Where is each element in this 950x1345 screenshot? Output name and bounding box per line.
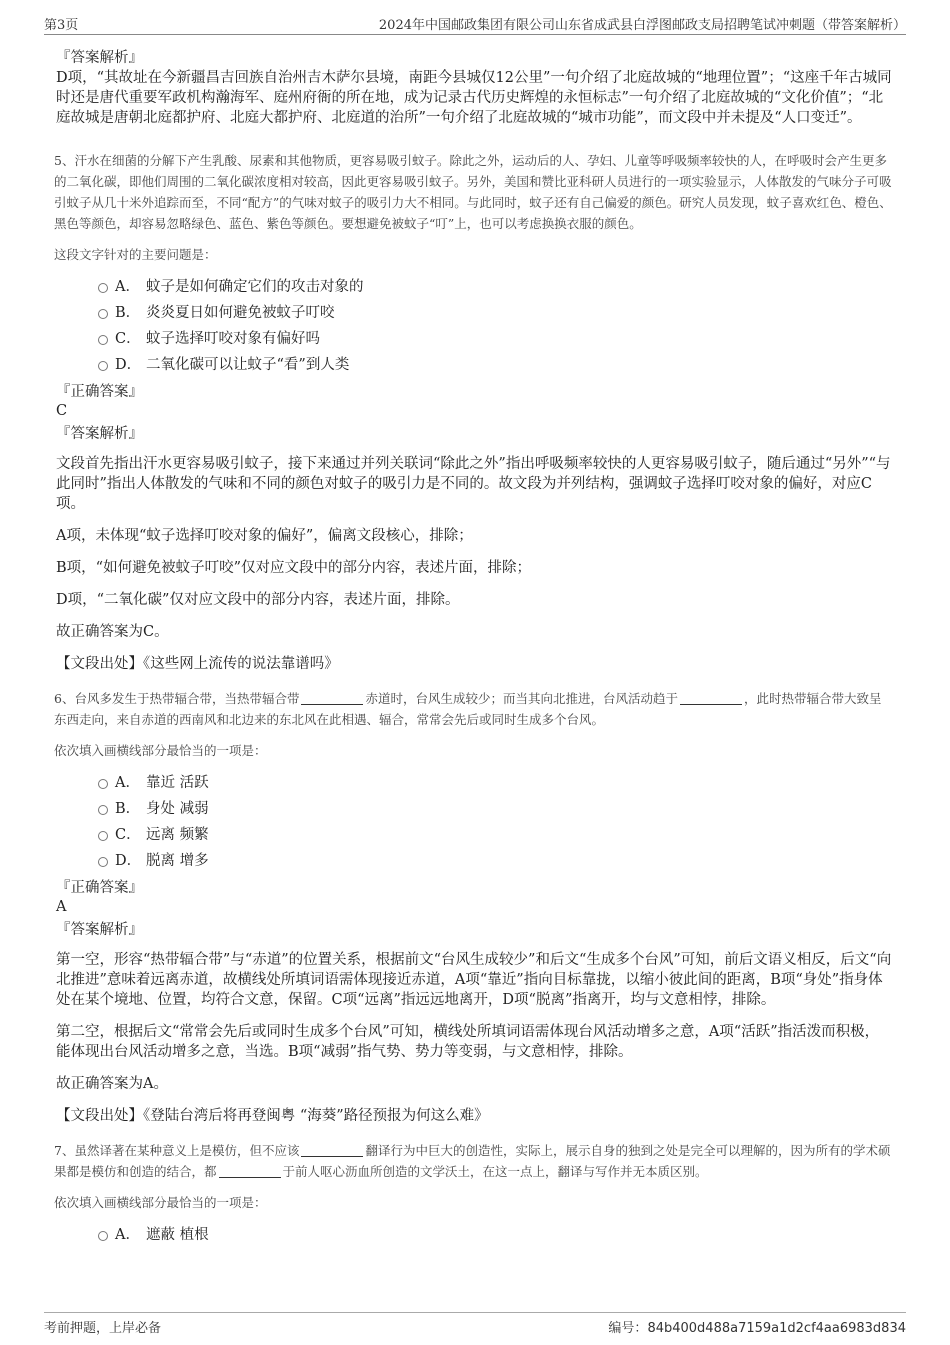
prev-analysis-text: D项，“其故址在今新疆昌吉回族自治州吉木萨尔县境，南距今县城仅12公里”一句介绍了北庭故城的“地理位置”；“这座千年古城同时还是唐代重要军政机构瀚海军、庭州府衙的所在地，成为记录古代历史辉煌的永恒标志”一句介绍了北庭故城的“文化价值”；“北庭故城是唐朝北庭都护府、北庭大都护府、北庭道的治所”一句介绍了北庭故城的“城市功能”，而文段中并未提及“人口变迁”。 [56,70,892,126]
q5-prompt: 这段文字针对的主要问题是： [54,247,217,262]
q6-analysis-1: 第一空，形容“热带辐合带”与“赤道”的位置关系，根据前文“台风生成较少”和后文“生成多个台风”可知，前后文语义相反，后文“向北推进”意味着远离赤道，故横线处所填词语需体现接近赤道，A项“靠近”指向目标靠拢，以缩小彼此间的距离，B项“身处”指身体处在某个境地、位置，均符合文意，保留。C项“远离”指远远地离开，D项“脱离”指离开，均与文意相悖，排除。 [56,952,892,1008]
radio-icon[interactable] [98,857,108,867]
q5-analysis-1: 文段首先指出汗水更容易吸引蚊子，接下来通过并列关联词“除此之外”指出呼吸频率较快的人更容易吸引蚊子，随后通过“另外”“与此同时”指出人体散发的气味和不同的颜色对蚊子的吸引力是不同的。故文段为并列结构，强调蚊子选择叮咬对象的偏好，对应C项。 [56,456,891,512]
q5-option-b[interactable]: B． 炎炎夏日如何避免被蚊子叮咬 [56,300,892,326]
correct-answer-label: 『正确答案』 [56,880,143,896]
q5-analysis-2: A项，未体现“蚊子选择叮咬对象的偏好”，偏离文段核心，排除； [56,528,473,544]
q7-text: 7、虽然译著在某种意义上是模仿，但不应该 翻译行为中巨大的创造性，实际上，展示自身的独到之处是完全可以理解的，因为所有的学术硕果都是模仿和创造的结合，都 于前人呕心沥血所创造的文学沃土，在这一点上，翻译与写作并无本质区别。 [54,1143,891,1179]
analysis-label: 『答案解析』 [56,50,143,66]
q6-answer: A [56,899,67,915]
fill-blank [301,1143,363,1157]
document-code: 编号：84b400d488a7159a1d2cf4aa6983d834 [608,1321,906,1336]
q6-option-d[interactable]: D． 脱离 增多 [56,848,892,874]
radio-icon[interactable] [98,1231,108,1241]
q5-options [56,274,892,378]
q5-text: 5、汗水在细菌的分解下产生乳酸、尿素和其他物质，更容易吸引蚊子。除此之外，运动后的人、孕妇、儿童等呼吸频率较快的人，在呼吸时会产生更多的二氧化碳，即他们周围的二氧化碳浓度相对较高，因此更容易吸引蚊子。另外，美国和赞比亚科研人员进行的一项实验显示，人体散发的气味分子可吸引蚊子从几十米外追踪而至，不同“配方”的气味对蚊子的吸引力大不相同。与此同时，蚊子还有自己偏爱的颜色。研究人员发现，蚊子喜欢红色、橙色、黑色等颜色，却容易忽略绿色、蓝色、紫色等颜色。要想避免被蚊子“叮”上，也可以考虑换换衣服的颜色。 [54,153,892,231]
q5-source: 【文段出处】《这些网上流传的说法靠谱吗》 [56,656,339,672]
page-footer [44,1312,906,1343]
q5-option-c[interactable]: C． 蚊子选择叮咬对象有偏好吗 [56,326,892,352]
q7-prompt: 依次填入画横线部分最恰当的一项是： [54,1195,267,1210]
radio-icon[interactable] [98,805,108,815]
radio-icon[interactable] [98,361,108,371]
radio-icon[interactable] [98,335,108,345]
fill-blank [219,1164,281,1178]
q6-option-b[interactable]: B． 身处 减弱 [56,796,892,822]
q6-source: 【文段出处】《登陆台湾后将再登闽粤 “海葵”路径预报为何这么难》 [56,1108,489,1124]
q6-analysis-2: 第二空，根据后文“常常会先后或同时生成多个台风”可知，横线处所填词语需体现台风活动增多之意，A项“活跃”指活泼而积极，能体现出台风活动增多之意，当选。B项“减弱”指气势、势力等变弱，与文意相悖，排除。 [56,1024,880,1060]
q6-text: 6、台风多发生于热带辐合带，当热带辐合带 赤道时，台风生成较少；而当其向北推进，台风活动趋于 ，此时热带辐合带大致呈东西走向，来自赤道的西南风和北边来的东北风在此相遇、辐合，常常会先后或同时生成多个台风。 [54,691,882,727]
radio-icon[interactable] [98,283,108,293]
radio-icon[interactable] [98,309,108,319]
page-number: 第3页 [44,18,79,33]
q7-options [56,1222,892,1248]
radio-icon[interactable] [98,831,108,841]
q6-option-a[interactable]: A． 靠近 活跃 [56,770,892,796]
page-header [44,8,906,35]
fill-blank [301,691,363,705]
q6-options [56,770,892,874]
q6-prompt: 依次填入画横线部分最恰当的一项是： [54,743,267,758]
q6-option-c[interactable]: C． 远离 频繁 [56,822,892,848]
footer-slogan: 考前押题，上岸必备 [44,1321,162,1336]
q5-analysis-4: D项，“二氧化碳”仅对应文段中的部分内容，表述片面，排除。 [56,592,460,608]
analysis-label: 『答案解析』 [56,426,143,442]
q6-analysis-3: 故正确答案为A。 [56,1076,168,1092]
q7-option-a[interactable]: A． 遮蔽 植根 [56,1222,892,1248]
document-title: 2024年中国邮政集团有限公司山东省成武县白浮图邮政支局招聘笔试冲刺题（带答案解析） [378,18,906,33]
analysis-label: 『答案解析』 [56,922,143,938]
q5-option-d[interactable]: D． 二氧化碳可以让蚊子“看”到人类 [56,352,892,378]
q5-analysis-5: 故正确答案为C。 [56,624,169,640]
main-content [56,44,892,1248]
q5-option-a[interactable]: A． 蚊子是如何确定它们的攻击对象的 [56,274,892,300]
fill-blank [680,691,742,705]
q5-answer: C [56,403,68,419]
q5-analysis-3: B项，“如何避免被蚊子叮咬”仅对应文段中的部分内容，表述片面，排除； [56,560,531,576]
radio-icon[interactable] [98,779,108,789]
correct-answer-label: 『正确答案』 [56,384,143,400]
